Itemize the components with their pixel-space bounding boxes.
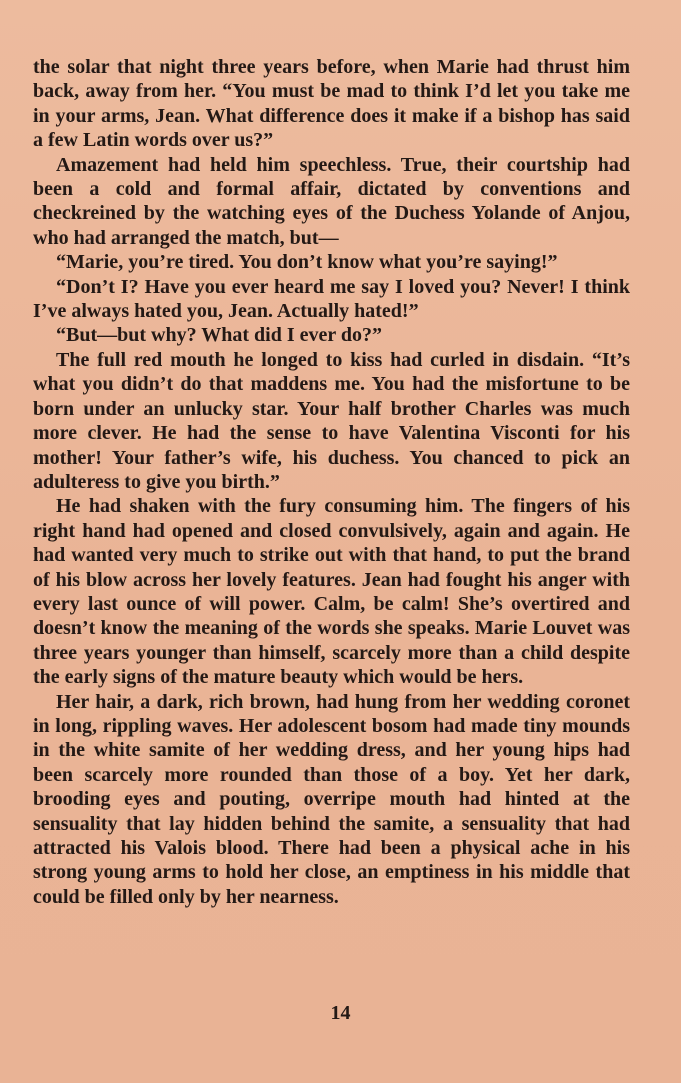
paragraph-continuation: the solar that night three years before, when Marie had thrust him back, away from her. “You must be mad to think I’d let you take me in your arms, Jean. What difference does it make if a bishop has said a few Latin words over us?” <box>33 56 630 152</box>
paragraph-dialogue: “Don’t I? Have you ever heard me say I loved you? Never! I think I’ve always hated you, Jean. Actually hated!” <box>33 275 630 323</box>
paragraph-dialogue: “Marie, you’re tired. You don’t know what you’re saying!” <box>56 251 558 274</box>
page-number: 14 <box>330 1002 351 1024</box>
paragraph-dialogue: “But—but why? What did I ever do?” <box>56 324 382 347</box>
paragraph: Her hair, a dark, rich brown, had hung from her wedding coronet in long, rippling waves. Her adolescent bosom had made tiny mounds in the white samite of her wedding dress, and her young hips had been scarcely more rounded than those of a boy. Yet her dark, brooding eyes and pouting, overripe mouth had hinted at the sensuality that lay hidden behind the samite, a sensuality that had attracted his Valois blood. There had been a physical ache in his strong young arms to hold her close, an emptiness in his middle that could be filled only by her nearness. <box>33 690 630 908</box>
paragraph: He had shaken with the fury consuming him. The fingers of his right hand had opened and closed convulsively, again and again. He had wanted very much to strike out with that hand, to put the brand of his blow across her lovely features. Jean had fought his anger with every last ounce of will power. Calm, be calm! She’s overtired and doesn’t know the meaning of the words she speaks. Marie Louvet was three years younger than himself, scarcely more than a child despite the early signs of the mature beauty which would be hers. <box>33 495 630 689</box>
paragraph: The full red mouth he longed to kiss had curled in disdain. “It’s what you didn’t do that maddens me. You had the misfortune to be born under an unlucky star. Your half brother Charles was much more clever. He had the sense to have Valentina Visconti for his mother! Your father’s wife, his duchess. You chanced to pick an adulteress to give you birth.” <box>33 348 630 493</box>
paragraph: Amazement had held him speechless. True, their courtship had been a cold and formal affair, dictated by conventions and checkreined by the watching eyes of the Duchess Yolande of Anjou, who had arranged the match, but— <box>33 153 630 249</box>
body-text <box>33 55 630 909</box>
